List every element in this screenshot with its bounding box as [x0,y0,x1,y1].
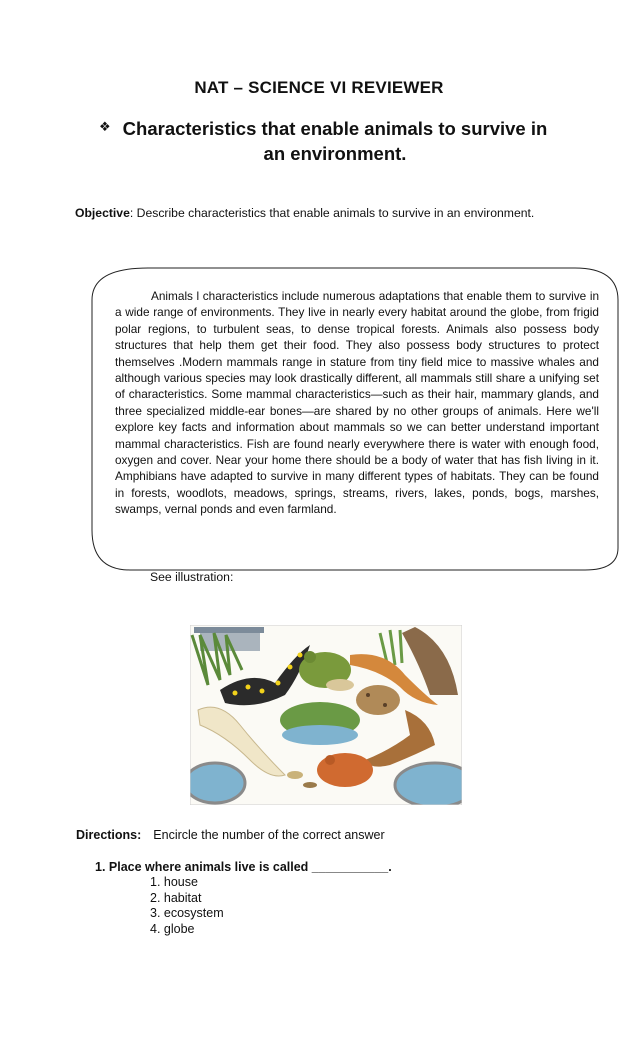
bullet-diamond-icon: ❖ [99,119,111,134]
option-3[interactable]: 3. ecosystem [150,906,224,920]
section-heading-line2: an environment. [263,143,407,164]
page-title: NAT – SCIENCE VI REVIEWER [194,78,444,97]
option-2[interactable]: 2. habitat [150,890,202,905]
directions-label: Directions: [76,828,142,842]
see-illustration-label: See illustration: [150,570,234,584]
answer-options [150,875,224,937]
option-4[interactable]: 4. globe [150,921,195,936]
amphibians-illustration [190,625,462,805]
directions-text: Encircle the number of the correct answer [153,828,385,842]
directions [76,828,385,842]
passage-text: Animals l characteristics include numerous adaptations that enable them to survive in a wide range of environments. They live in nearly every habitat around the globe, from frigid polar regions, to turbulent seas, to dense tropical forests. Animals also possess body structures that help them get their food. They also possess body structures to protect themselves .Modern mammals range in stature from tiny field mice to massive whales and although various species may look drastically different, all mammals still share a unifying set of characteristics. Some mammal characteristics—such as their hair, mammary glands, and three specialized middle-ear bones—are shared by no other groups of animals. Here we'll explore key facts and information about mammals so we can better understand important mammal characteristics. Fish are found nearly everywhere there is water with enough food, oxygen and cover. Near your home there should be a body of water that has fish living in it. Amphibians have adapted to survive in many different types of habitats. They can be found in forests, woodlots, meadows, springs, streams, rivers, lakes, ponds, bogs, marshes, swamps, vernal ponds and even farmland. [115,289,599,517]
section-heading-line1: Characteristics that enable animals to survive in [122,118,548,139]
objective-text: : Describe characteristics that enable animals to survive in an environment. [129,206,535,220]
option-1[interactable]: 1. house [150,875,198,889]
objective-label: Objective [75,206,130,220]
question-1: 1. Place where animals live is called ___________. [95,860,392,874]
